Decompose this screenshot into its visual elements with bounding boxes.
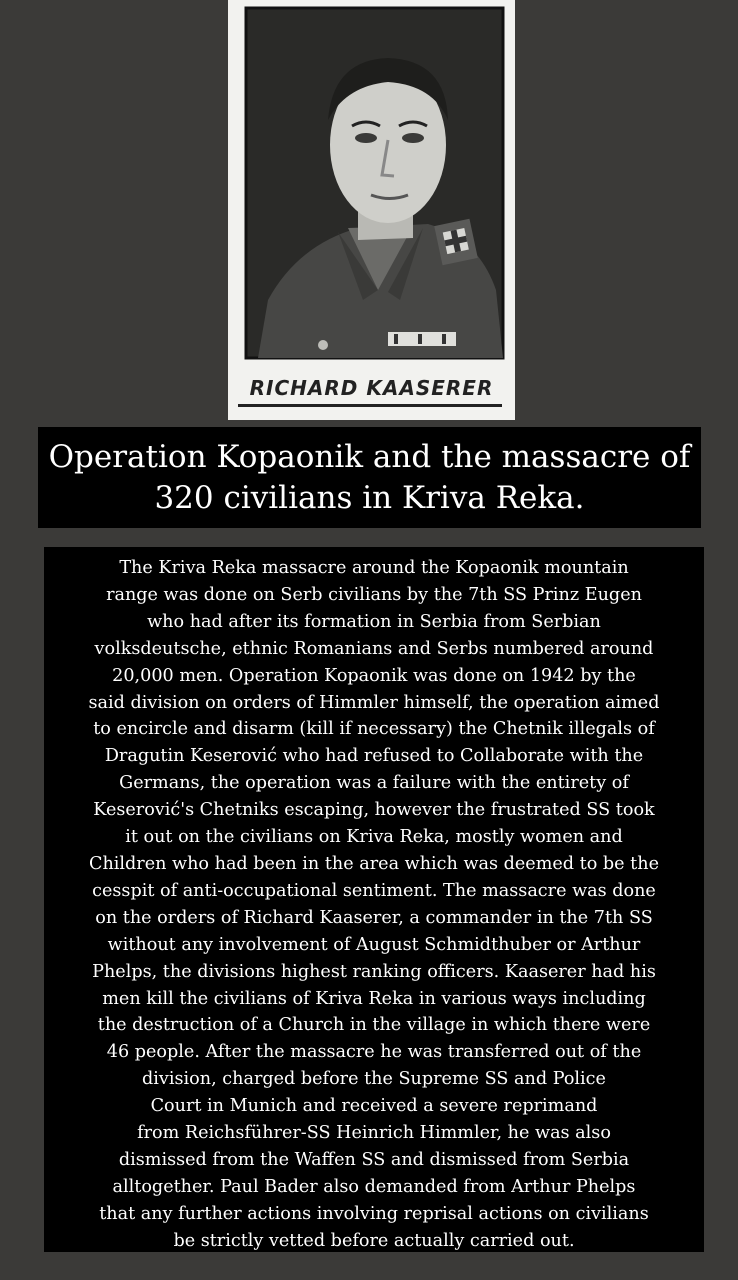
portrait-image — [228, 0, 515, 420]
page-title: Operation Kopaonik and the massacre of 320 civilians in Kriva Reka. — [48, 438, 691, 516]
portrait-photo — [228, 0, 515, 420]
title-box — [38, 427, 701, 528]
photo-caption: RICHARD KAASERER — [249, 376, 494, 400]
body-box — [44, 547, 704, 1252]
body-text: The Kriva Reka massacre around the Kopaonik mountain range was done on Serb civilians by the 7th SS Prinz Eugen who had after its formation in Serbia from Serbian volksdeutsche, ethnic Romanians and Serbs numbered around 20,000 men. Operation Kopaonik was done on 1942 by the said division on orders of Himmler himself, the operation aimed to encircle and disarm (kill if necessary) the Chetnik illegals of Dragutin Keserović who had refused to Collaborate with the Germans, the operation was a failure with the entirety of Keserović's Chetniks escaping, however the frustrated SS took it out on the civilians on Kriva Reka, mostly women and Children who had been in the area which was deemed to be the cesspit of anti-occupational sentiment. The massacre was done on the orders of Richard Kaaserer, a commander in the 7th SS without any involvement of August Schmidthuber or Arthur Phelps, the divisions highest ranking officers. Kaaserer had his men kill the civilians of Kriva Reka in various ways including the destruction of a Church in the village in which there were 46 people. After the massacre he was transferred out of the division, charged before the Supreme SS and Police Court in Munich and received a severe reprimand from Reichsführer-SS Heinrich Himmler, he was also dismissed from the Waffen SS and dismissed from Serbia alltogether. Paul Bader also demanded from Arthur Phelps that any further actions involving reprisal actions on civilians be strictly vetted before actually carried out. — [88, 558, 660, 1251]
caption-underline — [238, 404, 502, 407]
